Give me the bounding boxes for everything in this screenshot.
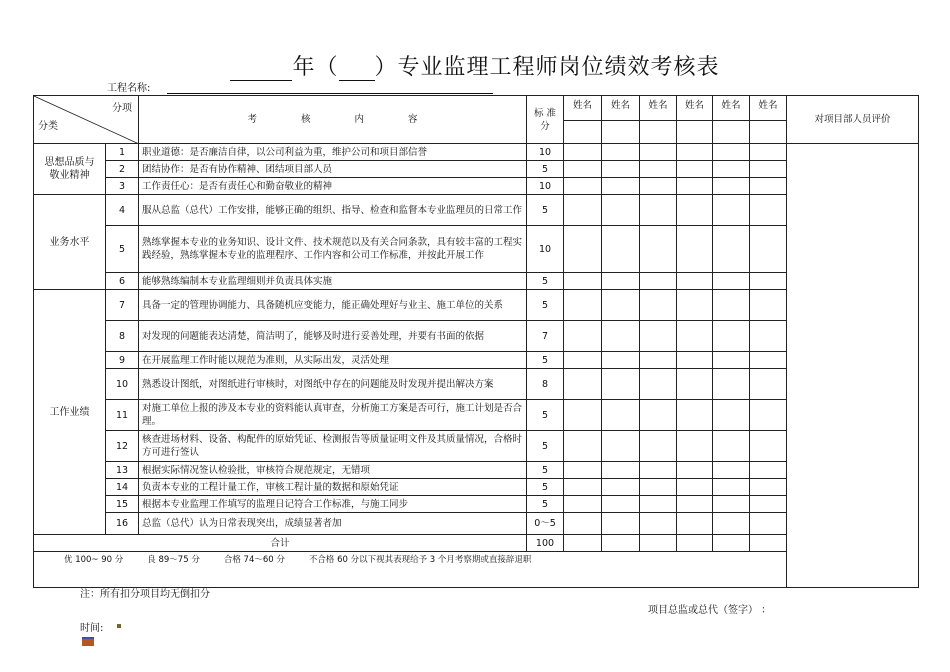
header-name-1: 姓名	[564, 96, 602, 121]
row-score: 10	[527, 178, 564, 195]
row-content: 服从总监（总代）工作安排，能够正确的组织、指导、检查和监督本专业监理员的日常工作	[139, 195, 527, 226]
table-row	[34, 479, 919, 496]
scan-mark	[117, 624, 121, 628]
row-score: 5	[527, 195, 564, 226]
score-cell[interactable]	[713, 352, 750, 369]
row-score: 10	[527, 144, 564, 161]
row-score: 5	[527, 161, 564, 178]
score-cell[interactable]	[640, 400, 677, 431]
total-cell[interactable]	[602, 535, 640, 552]
name-entry-cell[interactable]	[640, 121, 677, 144]
category-professional: 业务水平	[34, 195, 106, 290]
score-cell[interactable]	[713, 178, 750, 195]
score-cell[interactable]	[750, 369, 787, 400]
score-cell[interactable]	[564, 496, 602, 513]
row-content: 核查进场材料、设备、构配件的原始凭证、检测报告等质量证明文件及其质量情况，合格时方可进行签认	[139, 431, 527, 462]
score-cell[interactable]	[677, 195, 713, 226]
row-content: 总监（总代）认为日常表现突出，成绩显著者加	[139, 513, 527, 535]
row-content: 工作责任心：是否有责任心和勤奋敬业的精神	[139, 178, 527, 195]
category-ethics-line1: 思想品质与	[44, 157, 95, 168]
row-number: 12	[106, 431, 139, 462]
table-row	[34, 369, 919, 400]
score-cell[interactable]	[640, 161, 677, 178]
score-cell[interactable]	[713, 273, 750, 290]
header-evaluation: 对项目部人员评价	[787, 96, 919, 144]
score-cell[interactable]	[602, 226, 640, 273]
row-content: 根据本专业监理工作填写的监理日记符合工作标准，与施工同步	[139, 496, 527, 513]
header-name-5: 姓名	[713, 96, 750, 121]
row-number: 10	[106, 369, 139, 400]
table-row	[34, 462, 919, 479]
row-score: 7	[527, 321, 564, 352]
score-cell[interactable]	[677, 479, 713, 496]
evaluation-cell[interactable]	[787, 144, 919, 588]
header-content-char: 容	[408, 114, 418, 125]
score-cell[interactable]	[713, 144, 750, 161]
header-content	[139, 96, 527, 144]
table-row	[34, 513, 919, 535]
score-cell[interactable]	[640, 290, 677, 321]
table-row	[34, 290, 919, 321]
row-content: 根据实际情况签认检验批，审核符合规范规定，无错项	[139, 462, 527, 479]
row-number: 15	[106, 496, 139, 513]
score-cell[interactable]	[713, 400, 750, 431]
total-cell[interactable]	[750, 535, 787, 552]
row-score: 5	[527, 431, 564, 462]
row-content: 熟悉设计图纸，对图纸进行审核时，对图纸中存在的问题能及时发现并提出解决方案	[139, 369, 527, 400]
score-cell[interactable]	[713, 431, 750, 462]
name-entry-cell[interactable]	[713, 121, 750, 144]
title-main: ）专业监理工程师岗位绩效考核表	[374, 55, 720, 80]
score-cell[interactable]	[602, 431, 640, 462]
row-number: 13	[106, 462, 139, 479]
score-cell[interactable]	[677, 369, 713, 400]
row-score: 10	[527, 226, 564, 273]
score-cell[interactable]	[602, 195, 640, 226]
row-number: 16	[106, 513, 139, 535]
grade-pass: 合格 74～60 分	[223, 555, 285, 565]
score-cell[interactable]	[713, 369, 750, 400]
score-cell[interactable]	[677, 144, 713, 161]
row-number: 6	[106, 273, 139, 290]
score-cell[interactable]	[602, 321, 640, 352]
header-standard-line1: 标 准	[533, 107, 557, 119]
total-cell[interactable]	[640, 535, 677, 552]
score-cell[interactable]	[677, 513, 713, 535]
name-entry-cell[interactable]	[564, 121, 602, 144]
score-cell[interactable]	[640, 273, 677, 290]
score-cell[interactable]	[564, 479, 602, 496]
score-cell[interactable]	[602, 144, 640, 161]
table-row	[34, 226, 919, 273]
score-cell[interactable]	[640, 462, 677, 479]
table-row	[34, 496, 919, 513]
project-name-field[interactable]	[167, 93, 493, 94]
score-cell[interactable]	[564, 431, 602, 462]
score-cell[interactable]	[750, 161, 787, 178]
category-performance: 工作业绩	[34, 290, 106, 535]
row-number: 2	[106, 161, 139, 178]
row-number: 9	[106, 352, 139, 369]
score-cell[interactable]	[677, 161, 713, 178]
row-score: 0～5	[527, 513, 564, 535]
row-score: 5	[527, 290, 564, 321]
row-number: 7	[106, 290, 139, 321]
score-cell[interactable]	[677, 290, 713, 321]
score-cell[interactable]	[602, 479, 640, 496]
header-name-2: 姓名	[602, 96, 640, 121]
score-cell[interactable]	[640, 479, 677, 496]
score-cell[interactable]	[564, 161, 602, 178]
table-row	[34, 400, 919, 431]
score-cell[interactable]	[750, 496, 787, 513]
name-entry-cell[interactable]	[677, 121, 713, 144]
row-number: 1	[106, 144, 139, 161]
row-number: 3	[106, 178, 139, 195]
score-cell[interactable]	[677, 352, 713, 369]
score-cell[interactable]	[713, 321, 750, 352]
score-cell[interactable]	[602, 496, 640, 513]
row-content: 负责本专业的工程计量工作，审核工程计量的数据和原始凭证	[139, 479, 527, 496]
score-cell[interactable]	[564, 321, 602, 352]
score-cell[interactable]	[564, 513, 602, 535]
row-score: 5	[527, 352, 564, 369]
header-content-char: 内	[354, 114, 365, 125]
score-cell[interactable]	[602, 400, 640, 431]
header-name-3: 姓名	[640, 96, 677, 121]
total-row	[34, 535, 919, 552]
score-cell[interactable]	[602, 290, 640, 321]
score-cell[interactable]	[640, 369, 677, 400]
specialty-blank[interactable]	[339, 58, 375, 81]
row-content: 团结协作：是否有协作精神、团结项目部人员	[139, 161, 527, 178]
score-cell[interactable]	[750, 462, 787, 479]
score-cell[interactable]	[713, 479, 750, 496]
table-row	[34, 144, 919, 161]
score-cell[interactable]	[640, 513, 677, 535]
score-cell[interactable]	[602, 462, 640, 479]
row-content: 对施工单位上报的涉及本专业的资料能认真审查，分析施工方案是否可行，施工计划是否合理。	[139, 400, 527, 431]
total-score: 100	[527, 535, 564, 552]
score-cell[interactable]	[713, 290, 750, 321]
table-row	[34, 161, 919, 178]
row-number: 4	[106, 195, 139, 226]
score-cell[interactable]	[750, 290, 787, 321]
score-cell[interactable]	[640, 195, 677, 226]
score-cell[interactable]	[602, 369, 640, 400]
row-content: 对发现的问题能表达清楚，简洁明了，能够及时进行妥善处理，并要有书面的依据	[139, 321, 527, 352]
score-cell[interactable]	[750, 431, 787, 462]
score-cell[interactable]	[640, 431, 677, 462]
score-cell[interactable]	[602, 178, 640, 195]
header-name-6: 姓名	[750, 96, 787, 121]
row-score: 5	[527, 273, 564, 290]
score-cell[interactable]	[564, 290, 602, 321]
row-content: 在开展监理工作时能以规范为准则，从实际出发，灵活处理	[139, 352, 527, 369]
score-cell[interactable]	[750, 195, 787, 226]
name-entry-cell[interactable]	[602, 121, 640, 144]
evaluation-table	[33, 95, 919, 588]
header-content-char: 核	[300, 114, 311, 125]
year-blank[interactable]	[230, 58, 292, 81]
category-ethics	[34, 144, 106, 195]
row-number: 11	[106, 400, 139, 431]
row-score: 5	[527, 496, 564, 513]
score-cell[interactable]	[564, 352, 602, 369]
grade-excellent: 优 100~ 90 分	[64, 555, 124, 565]
score-cell[interactable]	[713, 513, 750, 535]
stamp-mark-icon	[82, 637, 94, 646]
score-cell[interactable]	[713, 226, 750, 273]
score-cell[interactable]	[750, 400, 787, 431]
total-label: 合计	[34, 535, 527, 552]
header-content-char: 考	[247, 114, 257, 125]
table-row	[34, 352, 919, 369]
score-cell[interactable]	[750, 273, 787, 290]
row-content: 熟练掌握本专业的业务知识、设计文件、技术规范以及有关合同条款，具有较丰富的工程实践经验，熟练掌握本专业的监理程序、工作内容和公司工作标准，并按此开展工作	[139, 226, 527, 273]
table-row	[34, 431, 919, 462]
score-cell[interactable]	[602, 161, 640, 178]
score-cell[interactable]	[750, 144, 787, 161]
score-cell[interactable]	[750, 479, 787, 496]
score-cell[interactable]	[564, 195, 602, 226]
score-cell[interactable]	[640, 178, 677, 195]
score-cell[interactable]	[602, 273, 640, 290]
row-number: 8	[106, 321, 139, 352]
row-score: 8	[527, 369, 564, 400]
grading-row	[34, 552, 919, 588]
total-cell[interactable]	[564, 535, 602, 552]
total-cell[interactable]	[677, 535, 713, 552]
title-year-suffix: 年（	[292, 55, 339, 80]
score-cell[interactable]	[750, 178, 787, 195]
row-score: 5	[527, 462, 564, 479]
score-cell[interactable]	[713, 195, 750, 226]
footnote: 注：所有扣分项目均无倒扣分	[80, 589, 210, 600]
score-cell[interactable]	[677, 431, 713, 462]
header-category-label: 分类	[38, 121, 58, 132]
signer-label: 项目总监或总代（签字） ：	[648, 605, 772, 616]
score-cell[interactable]	[564, 369, 602, 400]
table-row	[34, 178, 919, 195]
table-row	[34, 321, 919, 352]
row-number: 5	[106, 226, 139, 273]
score-cell[interactable]	[564, 178, 602, 195]
score-cell[interactable]	[713, 496, 750, 513]
score-cell[interactable]	[640, 144, 677, 161]
score-cell[interactable]	[640, 321, 677, 352]
table-row	[34, 195, 919, 226]
table-row	[34, 273, 919, 290]
score-cell[interactable]	[564, 144, 602, 161]
time-label: 时间:	[80, 623, 104, 634]
score-cell[interactable]	[640, 226, 677, 273]
row-number: 14	[106, 479, 139, 496]
score-cell[interactable]	[677, 321, 713, 352]
header-item-label: 分项	[112, 103, 132, 114]
score-cell[interactable]	[602, 352, 640, 369]
score-cell[interactable]	[564, 462, 602, 479]
grade-good: 良 89～75 分	[147, 555, 200, 565]
row-content: 能够熟练编制本专业监理细则并负责具体实施	[139, 273, 527, 290]
page-title	[0, 50, 950, 81]
score-cell[interactable]	[602, 513, 640, 535]
name-entry-cell[interactable]	[750, 121, 787, 144]
project-name-label: 工程名称:	[107, 83, 151, 94]
score-cell[interactable]	[677, 178, 713, 195]
grade-fail: 不合格 60 分以下视其表现给予 3 个月考察期或直接辞退职	[308, 555, 532, 565]
header-standard-line2: 分	[540, 120, 550, 132]
score-cell[interactable]	[713, 462, 750, 479]
score-cell[interactable]	[564, 273, 602, 290]
score-cell[interactable]	[640, 496, 677, 513]
score-cell[interactable]	[750, 513, 787, 535]
score-cell[interactable]	[640, 352, 677, 369]
score-cell[interactable]	[564, 226, 602, 273]
row-content: 具备一定的管理协调能力、具备随机应变能力，能正确处理好与业主、施工单位的关系	[139, 290, 527, 321]
score-cell[interactable]	[713, 161, 750, 178]
row-score: 5	[527, 479, 564, 496]
row-score: 5	[527, 400, 564, 431]
score-cell[interactable]	[677, 226, 713, 273]
score-cell[interactable]	[750, 321, 787, 352]
total-cell[interactable]	[713, 535, 750, 552]
row-content: 职业道德：是否廉洁自律，以公司利益为重，维护公司和项目部信誉	[139, 144, 527, 161]
header-name-4: 姓名	[677, 96, 713, 121]
header-standard-score	[527, 96, 564, 144]
category-ethics-line2: 敬业精神	[49, 170, 90, 181]
score-cell[interactable]	[564, 400, 602, 431]
score-cell[interactable]	[750, 352, 787, 369]
header-category-cell	[34, 96, 139, 144]
score-cell[interactable]	[677, 462, 713, 479]
score-cell[interactable]	[677, 400, 713, 431]
score-cell[interactable]	[677, 273, 713, 290]
score-cell[interactable]	[750, 226, 787, 273]
score-cell[interactable]	[677, 496, 713, 513]
grading-scale	[34, 552, 919, 588]
